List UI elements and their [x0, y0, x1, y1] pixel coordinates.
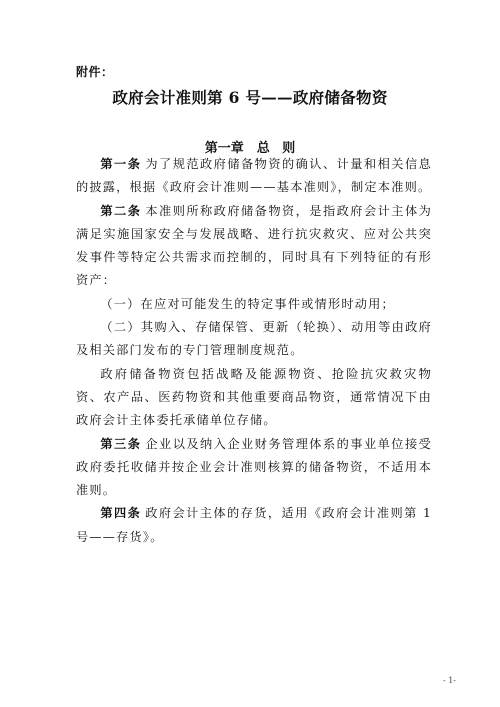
article-label: 第三条: [100, 436, 142, 451]
paragraph-article-2: [76, 200, 432, 293]
paragraph-text: （二）其购入、存储保管、更新（轮换）、动用等由政府及相关部门发布的专门管理制度规范。: [76, 320, 432, 358]
paragraph-scope: [76, 363, 432, 433]
document-body: [76, 153, 432, 549]
paragraph-article-1: [76, 153, 432, 200]
paragraph-text: 政府会计主体的存货，适用《政府会计准则第 1 号——存货》。: [76, 506, 432, 544]
paragraph-text: 本准则所称政府储备物资，是指政府会计主体为满足实施国家安全与发展战略、进行抗灾救灾、应对公共突发事件等特定公共需求而控制的，同时具有下列特征的有形资产：: [76, 203, 432, 288]
paragraph-article-3: [76, 433, 432, 503]
paragraph-text: 企业以及纳入企业财务管理体系的事业单位接受政府委托收储并按企业会计准则核算的储备物资，不适用本准则。: [76, 436, 432, 498]
article-label: 第二条: [100, 203, 142, 218]
paragraph-text: 政府储备物资包括战略及能源物资、抢险抗灾救灾物资、农产品、医药物资和其他重要商品物资，通常情况下由政府会计主体委托承储单位存储。: [76, 366, 432, 428]
paragraph-item-2: [76, 316, 432, 363]
document-title: 政府会计准则第 6 号——政府储备物资: [112, 88, 388, 107]
article-label: 第四条: [100, 506, 142, 521]
article-label: 第一条: [100, 157, 142, 171]
page-number: - 1-: [442, 676, 456, 685]
paragraph-item-1: [76, 293, 432, 316]
paragraph-text: （一）在应对可能发生的特定事件或情形时动用；: [100, 296, 395, 311]
chapter-heading: 第一章 总 则: [204, 141, 296, 156]
paragraph-text: 为了规范政府储备物资的确认、计量和相关信息的披露，根据《政府会计准则——基本准则》，制定本准则。: [76, 157, 432, 195]
paragraph-article-4: [76, 502, 432, 549]
attachment-label: 附件：: [76, 65, 114, 79]
